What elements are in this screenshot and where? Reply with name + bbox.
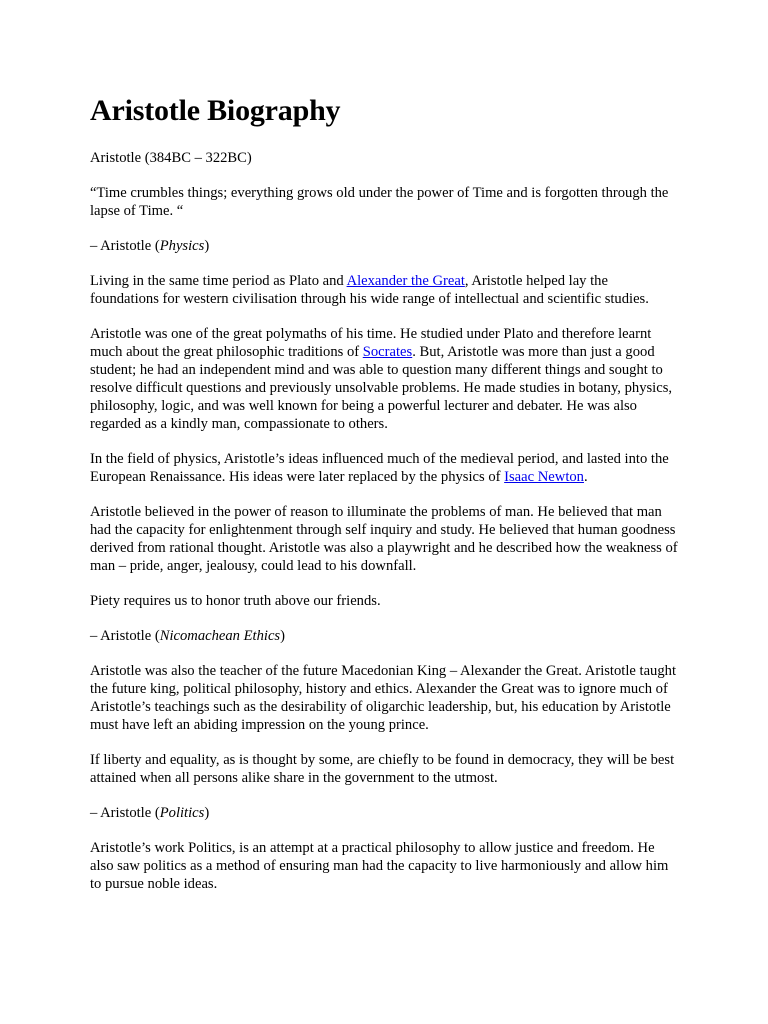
quote-politics: If liberty and equality, as is thought by some, are chiefly to be found in democracy, they will be best attained when all persons alike share in the government to the utmost. (90, 752, 675, 786)
document-page (90, 93, 680, 910)
work-title: Physics (159, 238, 205, 254)
page-title: Aristotle Biography (90, 94, 341, 127)
paragraph-politics: Aristotle’s work Politics, is an attempt at a practical philosophy to allow justice and freedom. He also saw politics as a method of ensuring man had the capacity to live harmoniously and allow him to pursue noble ideas. (90, 840, 669, 892)
link-alexander-the-great[interactable]: Alexander the Great (346, 273, 465, 289)
paragraph-teacher: Aristotle was also the teacher of the future Macedonian King – Alexander the Great. Aristotle taught the future king, political philosophy, history and ethics. Alexander the Great was to ignore much of Aristotle’s teachings such as the desirability of oligarchic leadership, but, his education by Aristotle must have left an abiding impression on the young prince. (90, 663, 676, 733)
paragraph-reason: Aristotle believed in the power of reason to illuminate the problems of man. He believed that man had the capacity for enlightenment through self inquiry and study. He believed that human goodness derived from rational thought. Aristotle was also a playwright and he described how the weakness of man – pride, anger, jealousy, could lead to his downfall. (90, 504, 678, 574)
paragraph-polymath: Aristotle was one of the great polymaths of his time. He studied under Plato and therefore learnt much about the great philosophic traditions of Socrates. But, Aristotle was more than just a good student; he had an independent mind and was able to question many different things and sought to resolve difficult questions and previously unsolvable problems. He made studies in botany, physics, philosophy, logic, and was well known for being a powerful lecturer and debater. He was also regarded as a kindly man, compassionate to others. (90, 326, 673, 432)
quote-physics-attribution: – Aristotle (Physics) (90, 238, 210, 254)
paragraph-physics: In the field of physics, Aristotle’s ideas influenced much of the medieval period, and lasted into the European Renaissance. His ideas were later replaced by the physics of Isaac Newton. (90, 451, 669, 485)
paragraph-intro: Living in the same time period as Plato and Alexander the Great, Aristotle helped lay the foundations for western civilisation through his wide range of intellectual and scientific studies. (90, 273, 649, 307)
work-title: Nicomachean Ethics (159, 628, 281, 644)
link-isaac-newton[interactable]: Isaac Newton (504, 469, 584, 485)
quote-physics: “Time crumbles things; everything grows old under the power of Time and is forgotten through the lapse of Time. “ (90, 185, 669, 219)
link-socrates[interactable]: Socrates (362, 344, 413, 360)
work-title: Politics (159, 805, 205, 821)
quote-politics-attribution: – Aristotle (Politics) (90, 805, 210, 821)
quote-ethics: Piety requires us to honor truth above our friends. (90, 593, 381, 609)
subtitle: Aristotle (384BC – 322BC) (90, 150, 252, 166)
quote-ethics-attribution: – Aristotle (Nicomachean Ethics) (90, 628, 285, 644)
